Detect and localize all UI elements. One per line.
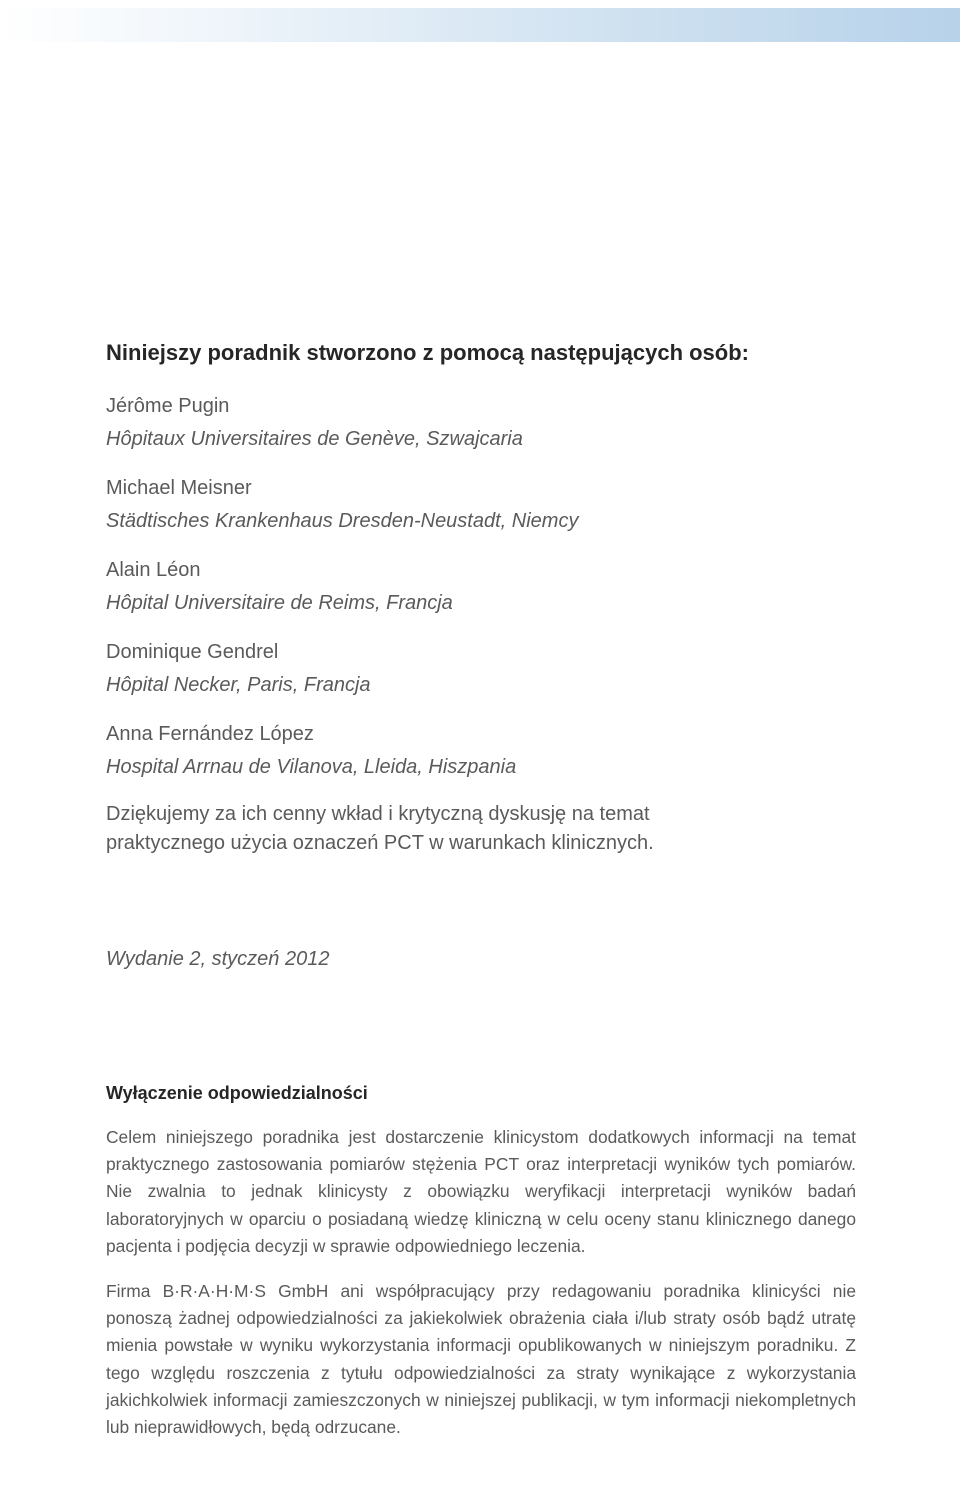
contributors-heading: Niniejszy poradnik stworzono z pomocą następujących osób: xyxy=(106,340,749,365)
contributor-entry xyxy=(106,554,856,620)
contributor-entry xyxy=(106,636,856,702)
decorative-gradient-band xyxy=(0,8,960,42)
contributor-affiliation: Hospital Arrnau de Vilanova, Lleida, Hiszpania xyxy=(106,756,517,778)
disclaimer-title: Wyłączenie odpowiedzialności xyxy=(106,1083,368,1103)
contributor-name: Dominique Gendrel xyxy=(106,641,279,663)
contributor-name: Michael Meisner xyxy=(106,477,252,499)
page-content xyxy=(106,338,856,1441)
contributor-affiliation: Hôpital Necker, Paris, Francja xyxy=(106,674,371,696)
contributor-name: Anna Fernández López xyxy=(106,723,314,745)
edition-date: Wydanie 2, styczeń 2012 xyxy=(106,948,330,970)
contributor-entry xyxy=(106,390,856,456)
contributor-name: Jérôme Pugin xyxy=(106,395,230,417)
contributor-name: Alain Léon xyxy=(106,559,201,581)
contributor-affiliation: Hôpital Universitaire de Reims, Francja xyxy=(106,592,453,614)
contributor-entry xyxy=(106,718,856,784)
disclaimer-paragraph: Celem niniejszego poradnika jest dostarczenie klinicystom dodatkowych informacji na temat praktycznego zastosowania pomiarów stężenia PCT oraz interpretacji wyników tych pomiarów. Nie zwalnia to jednak klinicysty z obowiązku weryfikacji interpretacji wyników badań laboratoryjnych w oparciu o posiadaną wiedzę kliniczną w celu oceny stanu klinicznego danego pacjenta i podjęcia decyzji w sprawie odpowiedniego leczenia. xyxy=(106,1127,856,1256)
contributor-affiliation: Hôpitaux Universitaires de Genève, Szwajcaria xyxy=(106,428,523,450)
contributor-affiliation: Städtisches Krankenhaus Dresden-Neustadt, Niemcy xyxy=(106,510,579,532)
contributor-entry xyxy=(106,472,856,538)
disclaimer-paragraph: Firma B·R·A·H·M·S GmbH ani współpracujący przy redagowaniu poradnika klinicyści nie ponoszą żadnej odpowiedzialności za jakiekolwiek obrażenia ciała i/lub straty osób bądź utratę mienia powstałe w wyniku wykorzystania informacji opublikowanych w niniejszym poradniku. Z tego względu roszczenia z tytułu odpowiedzialności za straty wynikające z wykorzystania jakichkolwiek informacji zamieszczonych w niniejszej publikacji, w tym informacji niekompletnych lub nieprawidłowych, będą odrzucane. xyxy=(106,1281,856,1438)
acknowledgement-text: Dziękujemy za ich cenny wkład i krytyczną dyskusję na temat praktycznego użycia oznaczeń PCT w warunkach klinicznych. xyxy=(106,803,654,854)
